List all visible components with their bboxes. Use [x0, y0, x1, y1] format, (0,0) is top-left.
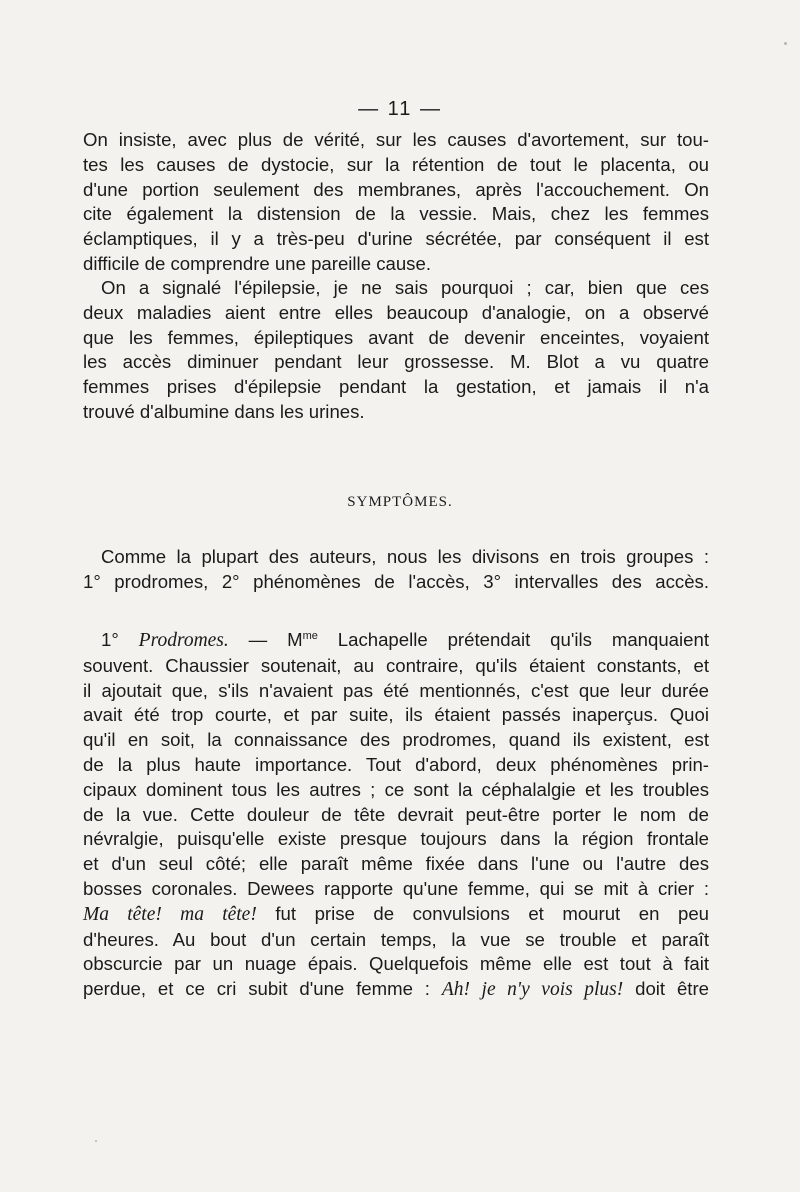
text-line: les accès diminuer pendant leur grossesse. M. Blot a vu quatre [83, 351, 709, 373]
text-line: difficile de comprendre une pareille cause. [83, 252, 431, 274]
text-line: femmes prises d'épilepsie pendant la gestation, et jamais il n'a [83, 376, 709, 398]
paragraph-prodromes [83, 628, 709, 1003]
text-line [83, 902, 709, 928]
lead-number: 1° [101, 629, 119, 650]
text-line: tes les causes de dystocie, sur la rétention de tout le placenta, ou [83, 153, 709, 175]
paragraph-groupes [83, 545, 709, 595]
quote-rest: fut prise de convulsions et mourut en peu [256, 902, 709, 924]
text-line: que les femmes, épileptiques avant de devenir enceintes, voyaient [83, 326, 709, 348]
paper-speck [784, 42, 787, 45]
text-line: et d'un seul côté; elle paraît même fixée dans l'une ou l'autre des [83, 853, 709, 875]
text-line [83, 628, 709, 654]
lead-dash: — M [228, 629, 303, 650]
text-line: cipaux dominent tous les autres ; ce sont la céphalalgie et les troubles [83, 778, 709, 800]
lead-title: Prodromes. [138, 630, 229, 651]
text-line: névralgie, puisqu'elle existe presque toujours dans la région frontale [83, 828, 709, 850]
last-line-italic: Ah! je n'y vois plus! [441, 979, 624, 1001]
text-line: obscurcie par un nuage épais. Quelquefois même elle est tout à fait [83, 953, 709, 975]
paragraph-epilepsie [83, 276, 709, 425]
text-line [83, 977, 709, 1003]
text-line: souvent. Chaussier soutenait, au contraire, qu'ils étaient constants, et [83, 654, 709, 676]
quote-italic: Ma tête! ma tête! [83, 903, 257, 925]
text-line: Comme la plupart des auteurs, nous les divisons en trois groupes : [101, 546, 709, 567]
text-line: On insiste, avec plus de vérité, sur les causes d'avortement, sur tou- [83, 129, 709, 150]
text-line: 1° prodromes, 2° phénomènes de l'accès, 3° intervalles des accès. [83, 570, 709, 592]
text-line: cite également la distension de la vessie. Mais, chez les femmes [83, 203, 709, 225]
paragraph-causes [83, 128, 709, 277]
text-line: deux maladies aient entre elles beaucoup d'analogie, on a observé [83, 301, 709, 323]
text-line: avait été trop courte, et par suite, ils étaient passés inaperçus. Quoi [83, 704, 709, 726]
text-line: qu'il en soit, la connaissance des prodromes, quand ils existent, est [83, 729, 709, 751]
page-number: — 11 — [358, 98, 442, 120]
text-line: éclamptiques, il y a très-peu d'urine sécrétée, par conséquent il est [83, 228, 709, 250]
text-line: d'heures. Au bout d'un certain temps, la vue se trouble et paraît [83, 928, 709, 950]
text-line: bosses coronales. Dewees rapporte qu'une femme, qui se mit à crier : [83, 877, 709, 899]
text-line: de la vue. Cette douleur de tête devrait peut-être porter le nom de [83, 803, 709, 825]
paper-speck [95, 1140, 97, 1142]
superscript-me: me [302, 629, 318, 642]
section-heading: SYMPTÔMES. [347, 494, 453, 510]
last-line-end: doit être [623, 978, 709, 1000]
text-line: d'une portion seulement des membranes, après l'accouchement. On [83, 178, 709, 200]
text-line: trouvé d'albumine dans les urines. [83, 400, 365, 422]
text-line: On a signalé l'épilepsie, je ne sais pourquoi ; car, bien que ces [101, 277, 709, 298]
lead-rest: Lachapelle prétendait qu'ils manquaient [317, 629, 710, 650]
last-line-start: perdue, et ce cri subit d'une femme : [83, 978, 442, 1000]
text-line: de la plus haute importance. Tout d'abord, deux phénomènes prin- [83, 753, 709, 775]
text-line: il ajoutait que, s'ils n'avaient pas été mentionnés, c'est que leur durée [83, 679, 709, 701]
